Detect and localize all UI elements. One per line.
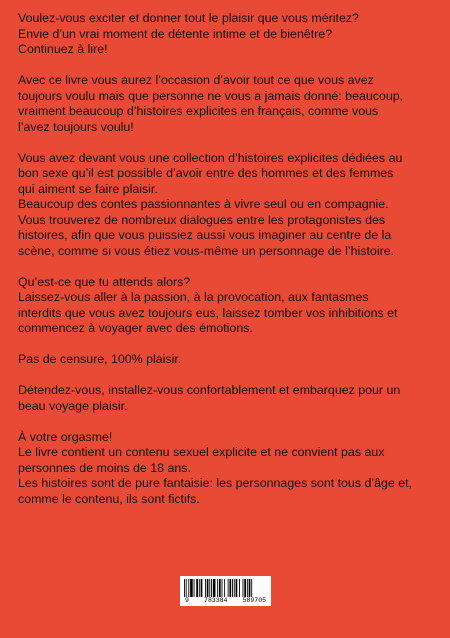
text-line: Avec ce livre vous aurez l’occasion d’avoir tout ce que vous avez [18, 73, 374, 87]
blurb-text [18, 11, 438, 523]
text-line: Beaucoup des contes passionnantes à vivre seul ou en compagnie. [18, 197, 389, 211]
text-line: Pas de censure, 100% plaisir. [18, 352, 182, 366]
text-line: Voulez-vous exciter et donner tout le plaisir que vous méritez? [18, 11, 359, 25]
paragraph-intro [18, 11, 438, 58]
paragraph-offer [18, 73, 438, 135]
text-line: Qu’est-ce que tu attends alors? [18, 274, 191, 289]
text-line: Le livre contient un contenu sexuel explicite et ne convient pas aux [18, 445, 385, 459]
text-line: Les histoires sont de pure fantaisie: les personnages sont tous d’âge et, [18, 476, 412, 490]
text-line: Vous avez devant vous une collection d’histoires explicites dédiées au [18, 150, 403, 165]
text-line: l’avez toujours voulu! [18, 119, 134, 134]
barcode-digit-prefix: 9 [185, 597, 189, 604]
paragraph-no-censorship [18, 352, 438, 368]
text-line: Laissez-vous aller à la passion, à la provocation, aux fantasmes [18, 290, 369, 304]
text-line: Envie d’un vrai moment de détente intime et de bienêtre? [18, 26, 333, 41]
text-line: Continuez à lire! [18, 42, 108, 56]
text-line: Détendez-vous, installez-vous confortablement et embarquez pour un [18, 383, 401, 397]
barcode-digit-group-right: 589705 [242, 597, 266, 604]
text-line: toujours voulu mais que personne ne vous a jamais donné: beaucoup, [18, 88, 404, 103]
isbn-barcode [180, 576, 271, 606]
barcode-digit-group-left: 783384 [204, 597, 228, 604]
barcode-bars-icon [184, 579, 267, 597]
text-line: beau voyage plaisir. [18, 398, 128, 413]
text-line: scène, comme si vous étiez vous-même un personnage de l’histoire. [18, 243, 395, 258]
text-line: Vous trouverez de nombreux dialogues entre les protagonistes des [18, 212, 386, 227]
text-line: bon sexe qu’il est possible d’avoir entre des hommes et des femmes [18, 166, 394, 180]
text-line: histoires, afin que vous puissiez aussi vous imaginer au centre de la [18, 228, 392, 242]
text-line: vraiment beaucoup d’histoires explicites en français, comme vous [18, 104, 379, 118]
paragraph-relax [18, 383, 438, 414]
paragraph-collection [18, 151, 438, 260]
paragraph-invitation [18, 275, 438, 337]
text-line: comme le contenu, ils sont fictifs. [18, 491, 200, 506]
text-line: personnes de moins de 18 ans. [18, 460, 191, 475]
text-line: interdits que vous avez toujours eus, laissez tomber vos inhibitions et [18, 305, 398, 320]
text-line: À votre orgasme! [18, 429, 113, 444]
barcode-digits [184, 597, 267, 604]
text-line: commencez à voyager avec des émotions. [18, 321, 253, 335]
paragraph-disclaimer [18, 430, 438, 508]
text-line: qui aiment se faire plaisir. [18, 181, 158, 196]
